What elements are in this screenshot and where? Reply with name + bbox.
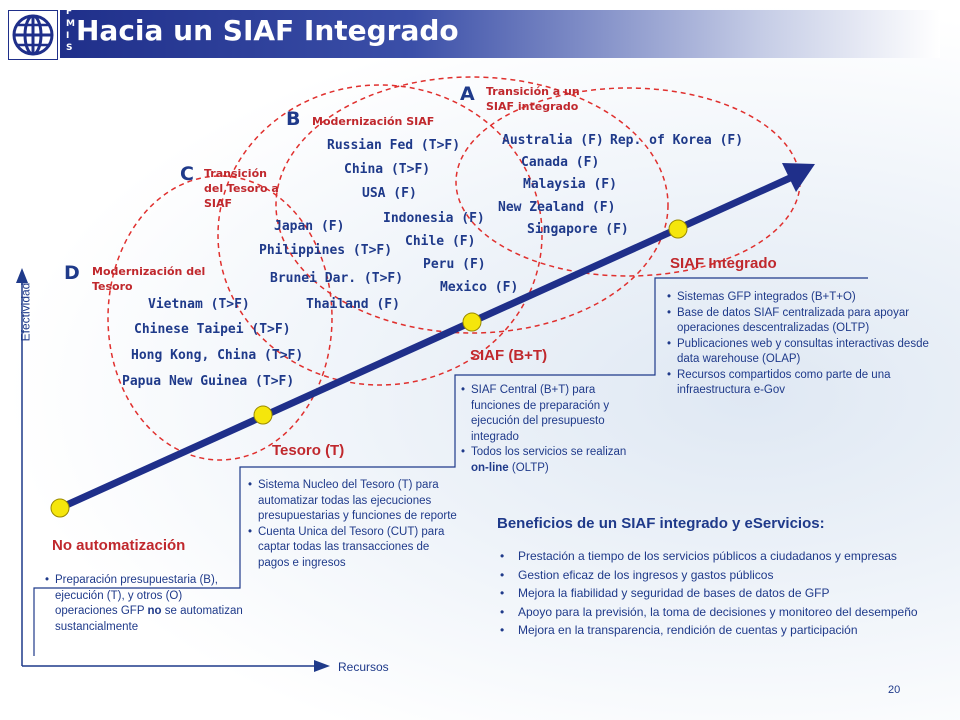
country-label: Thailand (F) — [306, 297, 400, 312]
benefits-list — [500, 548, 940, 641]
bullet-item: • Cuenta Unica del Tesoro (CUT) para captar todas las transacciones de pagos e ingresos — [248, 525, 458, 572]
stage-desc-d: Modernización del Tesoro — [92, 265, 206, 293]
country-label: Hong Kong, China (T>F) — [131, 348, 304, 363]
stage-letter-a: A — [460, 83, 475, 105]
step-label-no-auto: No automatización — [52, 537, 186, 554]
stage-dot-tesoro — [254, 406, 272, 424]
page-title: Hacia un SIAF Integrado — [76, 14, 459, 47]
country-label: Malaysia (F) — [523, 177, 617, 192]
benefit-item: • Mejora la fiabilidad y seguridad de bases de datos de GFP — [500, 585, 940, 601]
benefits-title: Beneficios de un SIAF integrado y eServicios: — [497, 515, 825, 532]
fmis-letter: S — [66, 43, 73, 53]
stage-dot-no-auto — [51, 499, 69, 517]
fmis-letter: I — [66, 31, 70, 41]
country-label: Rep. of Korea (F) — [610, 133, 744, 148]
country-label: Papua New Guinea (T>F) — [122, 374, 295, 389]
country-label: Brunei Dar. (T>F) — [270, 271, 404, 286]
bullets-tesoro — [248, 478, 458, 571]
country-label: Indonesia (F) — [383, 211, 485, 226]
y-axis-arrow-icon — [16, 268, 28, 283]
country-label: USA (F) — [362, 186, 417, 201]
y-axis-label: Efectividad — [18, 282, 33, 342]
step-label-siaf-integrado: SIAF Integrado — [670, 255, 777, 272]
country-label: Australia (F) — [502, 133, 604, 148]
bullet-item: • SIAF Central (B+T) para funciones de preparación y ejecución del presupuesto integrado — [461, 383, 646, 445]
bullet-item: • Recursos compartidos como parte de una infraestructura e-Gov — [667, 368, 932, 399]
stage-letter-c: C — [180, 163, 194, 185]
country-label: New Zealand (F) — [498, 200, 616, 215]
stage-desc-c: Transición del Tesoro a SIAF — [204, 167, 279, 210]
benefit-item: • Mejora en la transparencia, rendición de cuentas y participación — [500, 622, 940, 638]
stage-dot-siaf-bt — [463, 313, 481, 331]
bullets-siaf-bt — [461, 383, 646, 476]
country-label: Mexico (F) — [440, 280, 519, 295]
stage-dot-siaf-integrado — [669, 220, 687, 238]
bullets-no-auto — [45, 573, 245, 635]
bullet-item: • Publicaciones web y consultas interactivas desde data warehouse (OLAP) — [667, 337, 932, 368]
stage-letter-d: D — [64, 262, 80, 284]
fmis-letter: F — [66, 7, 73, 17]
country-label: Canada (F) — [521, 155, 600, 170]
country-label: Russian Fed (T>F) — [327, 138, 461, 153]
bullets-siaf-integrado — [667, 290, 932, 399]
fmis-letter: M — [66, 19, 75, 29]
x-axis-label: Recursos — [338, 660, 389, 674]
x-axis-arrow-icon — [314, 660, 330, 672]
stage-desc-b: Modernización SIAF — [312, 115, 435, 128]
country-label: Chinese Taipei (T>F) — [134, 322, 291, 337]
bullet-item: • Sistemas GFP integrados (B+T+O) — [667, 290, 932, 306]
country-label: Vietnam (T>F) — [148, 297, 250, 312]
country-label: Chile (F) — [405, 234, 476, 249]
country-label: Philippines (T>F) — [259, 243, 393, 258]
bullet-item: • Base de datos SIAF centralizada para apoyar operaciones descentralizadas (OLTP) — [667, 306, 932, 337]
country-label: China (T>F) — [344, 162, 431, 177]
benefit-item: • Apoyo para la previsión, la toma de decisiones y monitoreo del desempeño — [500, 604, 940, 620]
stage-desc-a: Transición a un SIAF integrado — [486, 85, 580, 113]
stage-letter-b: B — [286, 108, 301, 130]
step-label-tesoro: Tesoro (T) — [272, 442, 345, 459]
step-label-siaf-bt: SIAF (B+T) — [470, 347, 548, 364]
bullet-item: • Sistema Nucleo del Tesoro (T) para automatizar todas las ejecuciones presupuestarias y funciones de reporte — [248, 478, 458, 525]
page-number: 20 — [888, 684, 901, 696]
bullet-item: • Preparación presupuestaria (B), ejecución (T), y otros (O) operaciones GFP no se automatizan sustancialmente — [45, 573, 245, 635]
benefit-item: • Prestación a tiempo de los servicios públicos a ciudadanos y empresas — [500, 548, 940, 564]
country-label: Singapore (F) — [527, 222, 629, 237]
country-label: Peru (F) — [423, 257, 486, 272]
benefit-item: • Gestion eficaz de los ingresos y gastos públicos — [500, 567, 940, 583]
ellipse-stage-c — [218, 85, 542, 385]
country-label: Japan (F) — [274, 219, 345, 234]
bullet-item: • Todos los servicios se realizan on-line (OLTP) — [461, 445, 646, 476]
